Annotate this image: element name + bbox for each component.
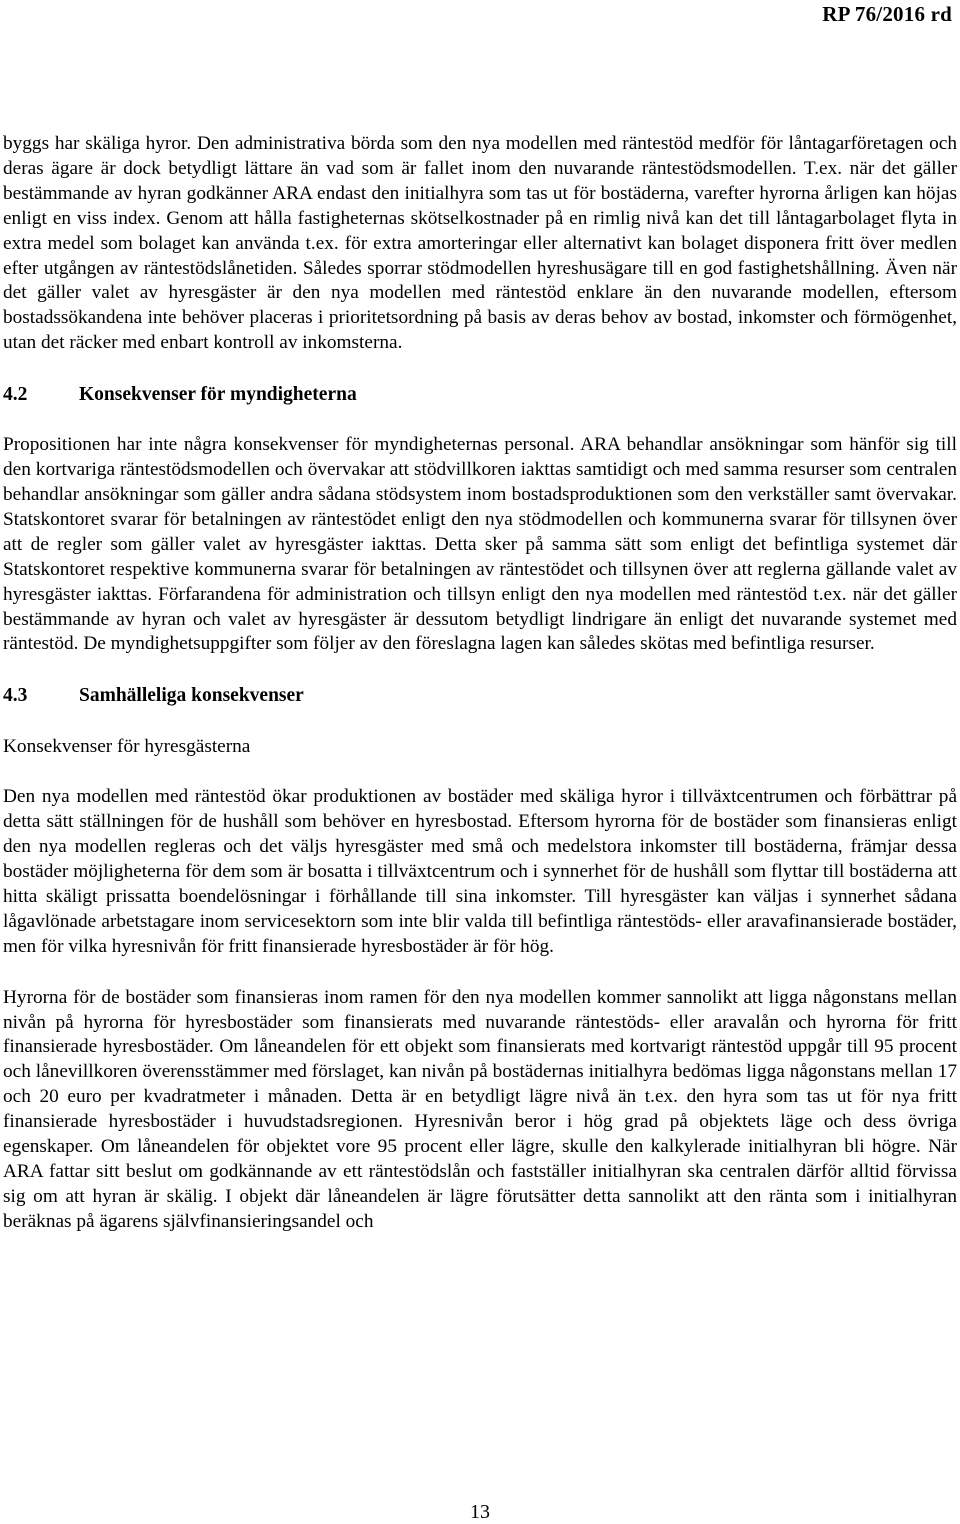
section-heading-4-3 — [3, 683, 957, 708]
section-heading-4-2 — [3, 382, 957, 407]
section-number: 4.3 — [3, 685, 28, 707]
section-title: Samhälleliga konsekvenser — [79, 685, 304, 707]
paragraph-tenants: Den nya modellen med räntestöd ökar produktionen av bostäder med skäliga hyror i tillväxtcentrumen och förbättrar på detta sätt ställningen för de hushåll som behöver en hyresbostad. Eftersom hyrorna för de bostäder som finansieras enligt den nya modellen regleras och det väljs hyresgäster med små och medelstora inkomster till bostäderna, främjar dessa bostäder möjligheterna för dem som är bosatta i tillväxtcentrum och i synnerhet för de hushåll som flyttar till bostäderna att hitta skäligt prissatta boendelösningar i förhållande till sina inkomster. Till hyresgäster kan väljas i synnerhet sådana lågavlönade arbetstagare inom servicesektorn som inte blir valda till befintliga räntestöds- eller aravafinansierade bostäder, men för vilka hyresnivån för fritt finansierade hyresbostäder är för hög. — [3, 786, 957, 957]
section-title: Konsekvenser för myndigheterna — [79, 384, 357, 406]
section-number: 4.2 — [3, 384, 28, 406]
document-id-header: RP 76/2016 rd — [822, 2, 952, 26]
paragraph-rental-administration: byggs har skäliga hyror. Den administrativa börda som den nya modellen med räntestöd medför för låntagarföretagen och deras ägare är dock betydligt lättare än vad som är fallet inom den nuvarande räntestödsmodellen. T.ex. när det gäller bestämmande av hyran godkänner ARA endast den initialhyra som tas ut för bostäderna, varefter hyrorna årligen kan höjas enligt en viss index. Genom att hålla fastigheternas skötselkostnader på en rimlig nivå kan det till låntagarbolaget flyta in extra medel som bolaget kan använda t.ex. för extra amorteringar eller alternativt kan bolaget disponera fritt över medlen efter utgången av räntestödslånetiden. Således sporrar stödmodellen hyreshusägare till en god fastighetshållning. Även när det gäller valet av hyresgäster är den nya modellen med räntestöd enklare än den nuvarande modellen, eftersom bostadssökandena inte behöver placeras i prioritetsordning på basis av deras behov av bostad, inkomster och förmögenhet, utan det räcker med enbart kontroll av inkomsterna. — [3, 133, 957, 354]
page-number: 13 — [470, 1501, 490, 1523]
document-body — [3, 132, 957, 1235]
paragraph-authorities: Propositionen har inte några konsekvenser för myndigheternas personal. ARA behandlar ansökningar som hänför sig till den kortvariga räntestödsmodellen och övervakar att stödvillkoren iakttas samtidigt och med samma resurser som centralen behandlar ansökningar som gäller andra sådana stödsystem inom bostadsproduktionen som den verkställer samt övervakar. Statskontoret svarar för betalningen av räntestödet enligt den nya stödmodellen och kommunerna svarar för tillsynen över att de regler som gäller valet av hyresgäster iakttas. Detta sker på samma sätt som enligt det befintliga systemet där Statskontoret respektive kommunerna svarar för betalningen av räntestödet och tillsynen över att reglerna gällande valet av hyresgäster iakttas. Förfarandena för administration och tillsyn enligt den nya modellen med räntestöd t.ex. när det gäller bestämmande av hyran och valet av hyresgäster är dessutom betydligt lindrigare än enligt det nuvarande systemet med räntestöd. De myndighetsuppgifter som följer av den föreslagna lagen kan således skötas med befintliga resurser. — [3, 434, 957, 655]
subsection-heading: Konsekvenser för hyresgästerna — [3, 736, 251, 758]
paragraph-rent-levels: Hyrorna för de bostäder som finansieras inom ramen för den nya modellen kommer sannolikt att ligga någonstans mellan nivån på hyrorna för hyresbostäder som finansierats med nuvarande räntestöds- eller aravalån och hyrorna för fritt finansierade hyresbostäder. Om låneandelen för ett objekt som finansierats med kortvarigt räntestöd uppgår till 95 procent och lånevillkoren överensstämmer med förslaget, kan nivån på bostädernas initialhyra bedömas ligga någonstans mellan 17 och 20 euro per kvadratmeter i månaden. Detta är en betydligt lägre nivå än t.ex. den hyra som tas ut för nya fritt finansierade hyresbostäder i huvudstadsregionen. Hyresnivån beror i hög grad på objektets läge och dess övriga egenskaper. Om låneandelen för objektet vore 95 procent eller lägre, skulle den kalkylerade initialhyran bli högre. När ARA fattar sitt beslut om godkännande av ett räntestödslån och fastställer initialhyran ska centralen därför alltid förvissa sig om att hyran är skälig. I objekt där låneandelen är lägre förutsätter detta sannolikt att den ränta som i initialhyran beräknas på ägarens självfinansieringsandel och — [3, 986, 957, 1232]
